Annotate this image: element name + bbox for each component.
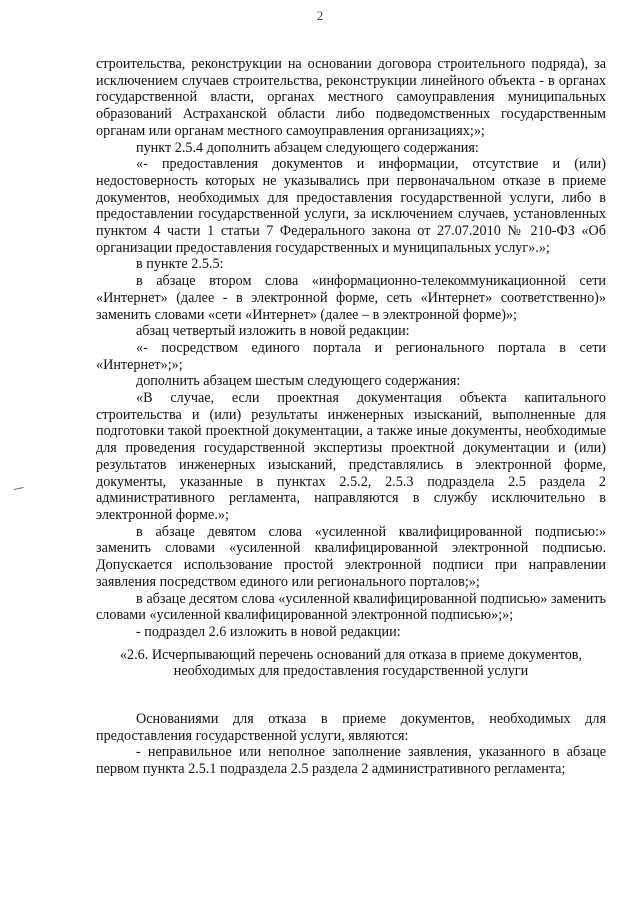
paragraph: «В случае, если проектная документация объекта капитального строительства и (или) результаты инженерных изысканий, выполненные для подготовки такой проектной документации, а также иные документы, необходимые для проведения государственной экспертизы проектной документации и (или) результатов инженерных изысканий, представлялись в электронной форме, документы, указанные в пунктах 2.5.2, 2.5.3 подраздела 2.5 раздела 2 административного регламента, направляются в службу исключительно в электронной форме.»; bbox=[96, 390, 606, 523]
document-body bbox=[96, 56, 606, 778]
page-number: 2 bbox=[316, 8, 324, 23]
paragraph: - неправильное или неполное заполнение заявления, указанного в абзаце первом пункта 2.5.1 подраздела 2.5 раздела 2 административного регламента; bbox=[96, 744, 606, 778]
paragraph: строительства, реконструкции на основании договора строительного подряда), за исключением случаев строительства, реконструкции линейного объекта - в органах государственной власти, органах местного самоуправления муниципальных образований Астраханской области либо подведомственных государственным органам или органам местного самоуправления организациях;»; bbox=[96, 56, 606, 139]
paragraph: Основаниями для отказа в приеме документов, необходимых для предоставления государственной услуги, являются: bbox=[96, 711, 606, 744]
paragraph: в абзаце втором слова «информационно-телекоммуникационной сети «Интернет» (далее - в электронной форме, сеть «Интернет» соответственно)» заменить словами «сети «Интернет» (далее – в электронной форме)»; bbox=[96, 273, 606, 323]
paragraph: абзац четвертый изложить в новой редакции: bbox=[136, 323, 410, 340]
paragraph: в абзаце девятом слова «усиленной квалифицированной подписью:» заменить словами «усиленной квалифицированной электронной подписью. Допускается использование простой электронной подписи при направлении заявления посредством единого или регионального порталов;»; bbox=[96, 523, 606, 590]
paragraph: дополнить абзацем шестым следующего содержания: bbox=[136, 373, 461, 390]
paragraph: пункт 2.5.4 дополнить абзацем следующего содержания: bbox=[136, 139, 479, 156]
scan-mark bbox=[14, 487, 25, 493]
paragraph: - подраздел 2.6 изложить в новой редакции: bbox=[136, 623, 401, 640]
paragraph: «- посредством единого портала и регионального портала в сети «Интернет»;»; bbox=[96, 339, 606, 373]
paragraph: «- предоставления документов и информации, отсутствие и (или) недостоверность которых не указывались при первоначальном отказе в приеме документов, необходимых для предоставления государственной услуги, либо в предоставлении государственной услуги, за исключением случаев, установленных пунктом 4 части 1 статьи 7 Федерального закона от 27.07.2010 № 210-ФЗ «Об организации предоставления государственных и муниципальных услуг».»; bbox=[96, 156, 606, 256]
section-heading: «2.6. Исчерпывающий перечень оснований для отказа в приеме документов, необходимых для предоставления государственной услуги bbox=[119, 646, 583, 680]
paragraph: в абзаце десятом слова «усиленной квалифицированной подписью» заменить словами «усиленной квалифицированной электронной подписью»;»; bbox=[96, 590, 606, 624]
paragraph: в пункте 2.5.5: bbox=[136, 256, 224, 273]
